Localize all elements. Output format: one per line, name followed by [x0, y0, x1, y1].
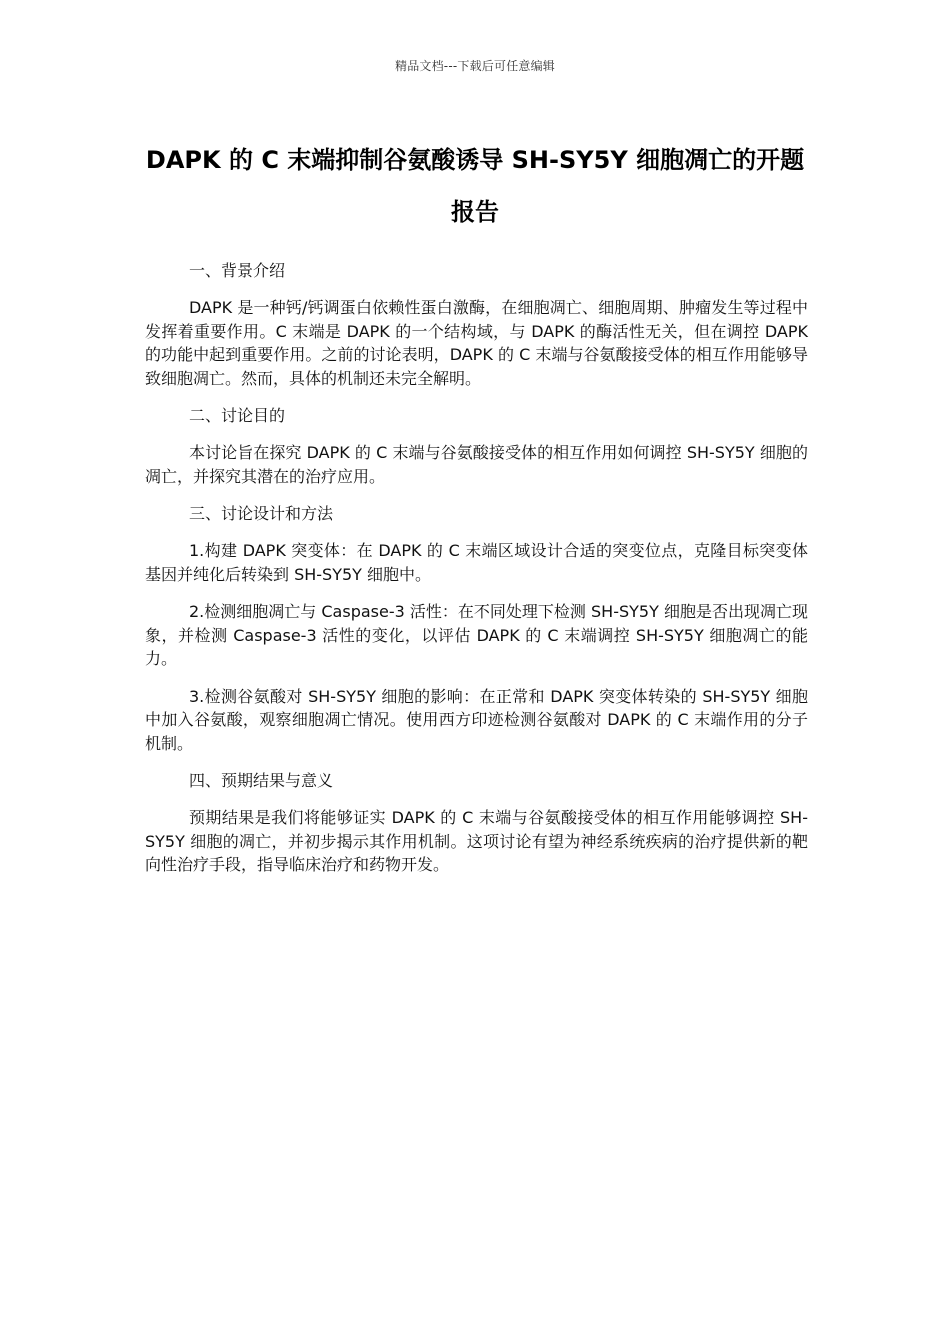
paragraph: 1.构建 DAPK 突变体：在 DAPK 的 C 末端区域设计合适的突变位点，克隆目标突变体基因并纯化后转染到 SH-SY5Y 细胞中。: [145, 541, 808, 584]
section-heading: 三、讨论设计和方法: [189, 504, 334, 523]
paragraph: 预期结果是我们将能够证实 DAPK 的 C 末端与谷氨酸接受体的相互作用能够调控 SH-SY5Y 细胞的凋亡，并初步揭示其作用机制。这项讨论有望为神经系统疾病的治疗提供新的靶向性治疗手段，指导临床治疗和药物开发。: [145, 808, 808, 874]
page-header: 精品文档---下载后可任意编辑: [395, 59, 555, 73]
paragraph: 3.检测谷氨酸对 SH-SY5Y 细胞的影响：在正常和 DAPK 突变体转染的 SH-SY5Y 细胞中加入谷氨酸，观察细胞凋亡情况。使用西方印迹检测谷氨酸对 DAPK 的 C 末端作用的分子机制。: [145, 686, 808, 753]
section-purpose: [145, 404, 808, 488]
paragraph: 本讨论旨在探究 DAPK 的 C 末端与谷氨酸接受体的相互作用如何调控 SH-SY5Y 细胞的凋亡，并探究其潜在的治疗应用。: [145, 443, 808, 486]
document-body: [145, 259, 808, 891]
section-heading: 二、讨论目的: [189, 406, 286, 425]
section-expected-results: [145, 769, 808, 877]
section-heading: 一、背景介绍: [189, 261, 286, 280]
paragraph: 2.检测细胞凋亡与 Caspase-3 活性：在不同处理下检测 SH-SY5Y 细胞是否出现凋亡现象，并检测 Caspase-3 活性的变化，以评估 DAPK 的 C 末端调控 SH-SY5Y 细胞凋亡的能力。: [145, 602, 808, 668]
section-heading: 四、预期结果与意义: [189, 771, 334, 790]
section-background: [145, 259, 808, 390]
paragraph: DAPK 是一种钙/钙调蛋白依赖性蛋白激酶，在细胞凋亡、细胞周期、肿瘤发生等过程中发挥着重要作用。C 末端是 DAPK 的一个结构域，与 DAPK 的酶活性无关，但在调控 DAPK 的功能中起到重要作用。之前的讨论表明，DAPK 的 C 末端与谷氨酸接受体的相互作用能够导致细胞凋亡。然而，具体的机制还未完全解明。: [145, 298, 808, 388]
section-methods: [145, 502, 808, 755]
document-title: DAPK 的 C 末端抑制谷氨酸诱导 SH-SY5Y 细胞凋亡的开题报告: [145, 146, 805, 226]
